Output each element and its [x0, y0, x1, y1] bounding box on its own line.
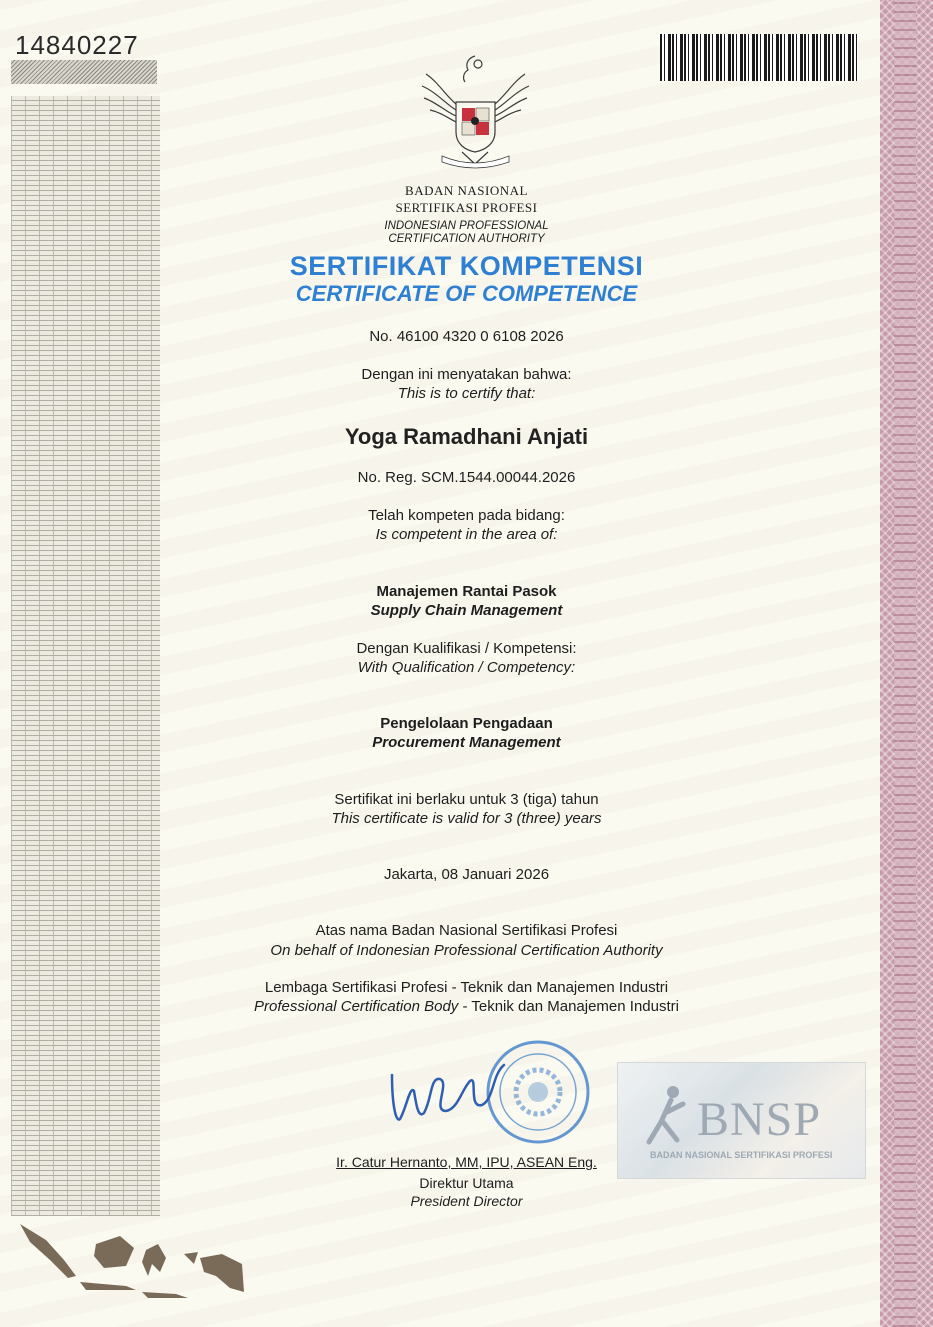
competency-unit: Pengelolaan Pengadaan	[380, 715, 553, 732]
certification-body: Lembaga Sertifikasi Profesi - Teknik dan Manajemen Industri	[264, 979, 669, 996]
certificate-number: No. 46100 4320 0 6108 2026	[369, 328, 564, 345]
org-name-line2: SERTIFIKASI PROFESI	[395, 200, 538, 215]
competency-field-en: Supply Chain Management	[370, 602, 563, 619]
serial-number: 14840227	[15, 30, 139, 60]
official-stamp-icon	[488, 1042, 588, 1142]
signature-and-stamp	[370, 1035, 600, 1155]
bnsp-figure-icon	[643, 1082, 693, 1148]
competency-field: Manajemen Rantai Pasok	[376, 583, 557, 600]
certify-statement: Dengan ini menyatakan bahwa:	[361, 366, 572, 383]
holder-name: Yoga Ramadhani Anjati	[344, 424, 589, 449]
validity-statement: Sertifikat ini berlaku untuk 3 (tiga) tahun	[334, 791, 599, 808]
bnsp-subtitle: BADAN NASIONAL SERTIFIKASI PROFESI	[650, 1150, 833, 1160]
validity-statement-en: This certificate is valid for 3 (three) years	[331, 810, 602, 827]
qualification-label-en: With Qualification / Competency:	[357, 659, 576, 676]
competency-unit-en: Procurement Management	[372, 734, 561, 751]
area-label-en: Is competent in the area of:	[375, 526, 558, 543]
garuda-emblem-icon	[418, 52, 533, 170]
org-name-en-line2: CERTIFICATION AUTHORITY	[388, 233, 545, 245]
behalf-statement: Atas nama Badan Nasional Sertifikasi Profesi	[315, 922, 618, 939]
certification-body-en: Professional Certification Body - Teknik dan Manajemen Industri	[254, 998, 679, 1015]
behalf-statement-en: On behalf of Indonesian Professional Certification Authority	[270, 942, 663, 959]
signatory-title-en: President Director	[410, 1193, 523, 1209]
certify-statement-en: This is to certify that:	[397, 385, 536, 402]
serial-hatch-pattern	[11, 60, 157, 84]
area-label: Telah kompeten pada bidang:	[368, 507, 565, 524]
place-date: Jakarta, 08 Januari 2026	[383, 866, 550, 883]
signatory-name: Ir. Catur Hernanto, MM, IPU, ASEAN Eng.	[336, 1154, 597, 1170]
registration-number: No. Reg. SCM.1544.00044.2026	[357, 469, 576, 486]
indonesia-map-icon	[16, 1214, 246, 1314]
certificate-title-en: CERTIFICATE OF COMPETENCE	[295, 281, 638, 306]
barcode	[660, 34, 858, 81]
bnsp-logo-text: BNSP	[697, 1093, 822, 1146]
org-name-en-line1: INDONESIAN PROFESSIONAL	[384, 220, 549, 232]
org-name-line1: BADAN NASIONAL	[405, 183, 528, 198]
certificate-title: SERTIFIKAT KOMPETENSI	[289, 251, 644, 281]
signatory-title: Direktur Utama	[419, 1175, 514, 1191]
qualification-label: Dengan Kualifikasi / Kompetensi:	[356, 640, 577, 657]
